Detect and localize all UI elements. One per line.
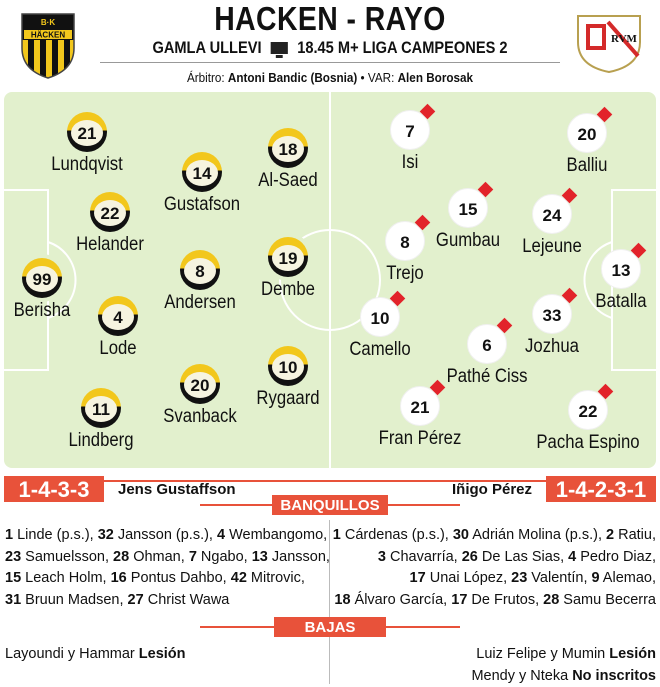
home-absences: Layoundi y Hammar Lesión bbox=[5, 644, 186, 666]
absences-heading: BAJAS bbox=[274, 617, 386, 637]
bench-line: 18 Álvaro García, 17 De Frutos, 28 Samu Becerra bbox=[333, 590, 656, 612]
bench-line: 3 Chavarría, 26 De Las Sias, 4 Pedro Diaz, bbox=[333, 547, 656, 569]
home-player-number: 22 bbox=[90, 192, 130, 232]
svg-text:B·K: B·K bbox=[41, 18, 55, 27]
away-player-number: 21 bbox=[400, 386, 440, 426]
away-coach: Iñigo Pérez bbox=[452, 481, 532, 498]
away-player-number: 6 bbox=[467, 324, 507, 364]
home-player-name: Lindberg bbox=[31, 430, 172, 452]
svg-text:HÄCKEN: HÄCKEN bbox=[31, 31, 65, 40]
broadcast-info bbox=[46, 38, 614, 58]
kickoff-time: 18.45 bbox=[297, 38, 334, 57]
away-player-number: 24 bbox=[532, 194, 572, 234]
away-player-name: Isi bbox=[340, 152, 481, 174]
home-player-name: Lode bbox=[48, 338, 189, 360]
away-absence-line: Mendy y Nteka No inscritos bbox=[471, 666, 656, 687]
away-player-number: 7 bbox=[390, 110, 430, 150]
home-player-name: Lundqvist bbox=[17, 154, 158, 176]
away-player-number: 10 bbox=[360, 297, 400, 337]
away-player-name: Lejeune bbox=[482, 236, 623, 258]
home-player-number: 21 bbox=[67, 112, 107, 152]
home-player-name: Berisha bbox=[0, 300, 112, 322]
home-player-number: 20 bbox=[180, 364, 220, 404]
away-player-name: Gumbau bbox=[398, 230, 539, 252]
away-player-number: 8 bbox=[385, 221, 425, 261]
away-absences bbox=[471, 644, 656, 687]
home-player-name: Rygaard bbox=[218, 388, 359, 410]
bench-line: 17 Unai López, 23 Valentín, 9 Alemao, bbox=[333, 568, 656, 590]
home-player-number: 18 bbox=[268, 128, 308, 168]
away-absence-line: Luiz Felipe y Mumin Lesión bbox=[471, 644, 656, 666]
away-player-name: Batalla bbox=[551, 291, 660, 313]
away-player-name: Pathé Ciss bbox=[417, 366, 558, 388]
header-divider bbox=[100, 62, 560, 63]
away-formation: 1-4-2-3-1 bbox=[546, 476, 656, 502]
home-player-name: Al-Saed bbox=[218, 170, 359, 192]
bench-line: 1 Linde (p.s.), 32 Jansson (p.s.), 4 Wembangomo, bbox=[5, 525, 330, 547]
away-player-number: 22 bbox=[568, 390, 608, 430]
match-title: HACKEN - RAYO bbox=[46, 0, 614, 38]
officials: Árbitro: Antoni Bandic (Bosnia) • VAR: Alen Borosak bbox=[33, 70, 627, 85]
home-player-number: 10 bbox=[268, 346, 308, 386]
home-player-number: 11 bbox=[81, 388, 121, 428]
home-player-number: 14 bbox=[182, 152, 222, 192]
bench-line: 23 Samuelsson, 28 Ohman, 7 Ngabo, 13 Jansson, bbox=[5, 547, 330, 569]
home-player-name: Dembe bbox=[218, 279, 359, 301]
tv-channel: M+ LIGA CAMPEONES 2 bbox=[338, 38, 508, 57]
referee-name: Antoni Bandic (Bosnia) bbox=[228, 70, 357, 85]
home-player-number: 99 bbox=[22, 258, 62, 298]
home-player-name: Gustafson bbox=[132, 194, 273, 216]
away-player-name: Trejo bbox=[335, 263, 476, 285]
bench-heading: BANQUILLOS bbox=[272, 495, 388, 515]
away-player-number: 15 bbox=[448, 188, 488, 228]
away-player-name: Jozhua bbox=[482, 336, 623, 358]
rayo-badge bbox=[572, 12, 646, 74]
home-player-number: 4 bbox=[98, 296, 138, 336]
tv-icon bbox=[271, 42, 288, 54]
home-player-number: 19 bbox=[268, 237, 308, 277]
away-player-number: 13 bbox=[601, 249, 641, 289]
home-bench bbox=[5, 525, 330, 611]
home-formation: 1-4-3-3 bbox=[4, 476, 104, 502]
away-player-number: 33 bbox=[532, 294, 572, 334]
home-player-number: 8 bbox=[180, 250, 220, 290]
away-player-name: Balliu bbox=[517, 155, 658, 177]
away-player-number: 20 bbox=[567, 113, 607, 153]
away-player-name: Camello bbox=[310, 339, 451, 361]
bench-line: 31 Bruun Madsen, 27 Christ Wawa bbox=[5, 590, 330, 612]
bench-line: 1 Cárdenas (p.s.), 30 Adrián Molina (p.s.), 2 Ratiu, bbox=[333, 525, 656, 547]
home-player-name: Helander bbox=[40, 234, 181, 256]
svg-text:RVM: RVM bbox=[611, 33, 638, 45]
bench-line: 15 Leach Holm, 16 Pontus Dahbo, 42 Mitrovic, bbox=[5, 568, 330, 590]
home-player-name: Andersen bbox=[130, 292, 271, 314]
home-coach: Jens Gustaffson bbox=[118, 481, 236, 498]
venue: GAMLA ULLEVI bbox=[152, 38, 261, 57]
away-bench bbox=[333, 525, 656, 611]
away-player-name: Pacha Espino bbox=[518, 432, 659, 454]
away-player-name: Fran Pérez bbox=[350, 428, 491, 450]
home-player-name: Svanback bbox=[130, 406, 271, 428]
var-name: Alen Borosak bbox=[398, 70, 473, 85]
